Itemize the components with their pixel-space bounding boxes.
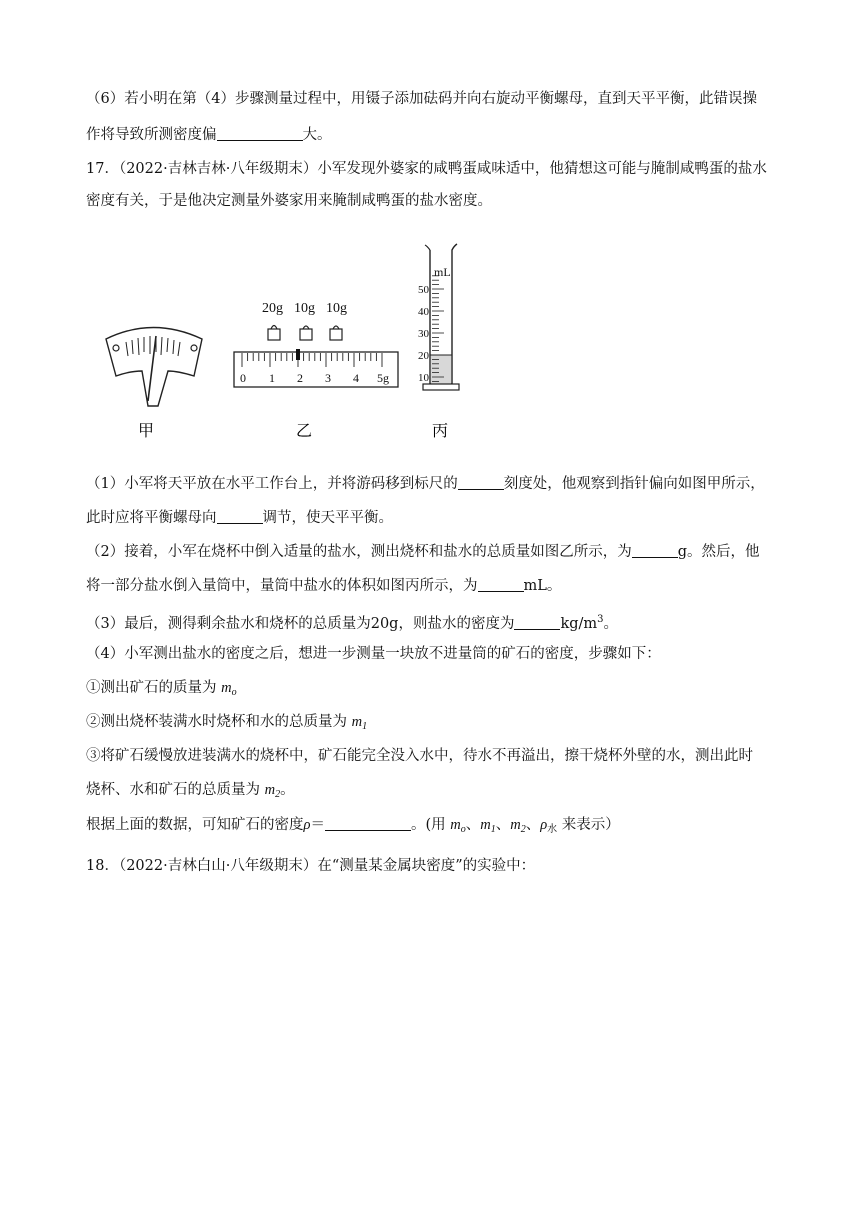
rho-water: ρ [540, 817, 548, 833]
cyl-label-30: 30 [418, 328, 429, 340]
figure-label-yi: 乙 [296, 421, 313, 440]
q16-part6-line2 [86, 125, 332, 145]
step3-var: m [264, 782, 276, 798]
final-end: 来表示） [557, 817, 620, 833]
q17-part3-unit-sup: 3 [597, 614, 604, 625]
cyl-label-50: 50 [418, 284, 429, 296]
sep-1: 、 [465, 817, 481, 833]
final-eq: ＝ [310, 817, 325, 833]
sep-3: 、 [525, 817, 541, 833]
rho-symbol: ρ [303, 817, 311, 833]
step2-text: ②测出烧杯装满水时烧杯和水的总质量为 [86, 714, 352, 730]
scale-label-5g: 5g [377, 371, 389, 385]
answer-blank[interactable] [325, 816, 411, 831]
answer-blank[interactable] [217, 509, 263, 524]
rider-scale [234, 349, 398, 387]
q17-part2-line2-suffix: mL。 [523, 578, 562, 594]
step3-end: 。 [280, 782, 295, 798]
q17-part1-line2-suffix: 调节，使天平平衡。 [262, 510, 393, 526]
q17-step2 [86, 712, 367, 737]
answer-blank[interactable] [632, 543, 678, 558]
var-m-sub-o: o [460, 824, 466, 835]
q16-part6-line2-suffix: 大。 [302, 127, 332, 143]
q17-step3-line1: ③将矿石缓慢放进装满水的烧杯中，矿石能完全没入水中，待水不再溢出，擦干烧杯外壁的水，测出此时 [86, 748, 753, 764]
cyl-label-10: 10 [418, 372, 429, 384]
weight-label-10g-1: 10g [294, 301, 315, 316]
scale-label-3: 3 [325, 371, 331, 385]
balance-pointer-dial [106, 328, 202, 407]
cyl-label-20: 20 [418, 350, 429, 362]
q17-part2-suffix: g。然后，他 [677, 544, 760, 560]
experiment-figure [96, 236, 476, 446]
figure-label-bing: 丙 [432, 421, 449, 440]
scale-label-1: 1 [269, 371, 275, 385]
q17-part1-prefix: （1）小军将天平放在水平工作台上，并将游码移到标尺的 [86, 476, 458, 492]
rho-water-sub: 水 [547, 824, 558, 835]
q17-step3-line2 [86, 780, 295, 805]
weight-10g-b [330, 329, 342, 340]
var-m2: m [510, 817, 521, 833]
step3-sub: 2 [275, 789, 281, 800]
weight-label-20g: 20g [262, 301, 283, 316]
figure-svg [96, 236, 476, 446]
q17-part1-suffix: 刻度处，他观察到指针偏向如图甲所示， [503, 476, 765, 492]
weight-20g [268, 329, 280, 340]
q17-part2-line2 [86, 576, 561, 596]
q17-intro-line2: 密度有关，于是他决定测量外婆家用来腌制咸鸭蛋的盐水密度。 [86, 193, 492, 209]
q17-final [86, 815, 620, 840]
q17-part3-unit: kg/m [560, 616, 598, 632]
var-m1-sub: 1 [490, 824, 496, 835]
rider-marker [296, 349, 300, 360]
sep-2: 、 [495, 817, 511, 833]
q16-part6-line2-prefix: 作将导致所测密度偏 [86, 127, 217, 143]
q17-intro-line1: 17．（2022·吉林吉林·八年级期末）小军发现外婆家的咸鸭蛋咸味适中，他猜想这可能与腌制咸鸭蛋的盐水 [86, 161, 767, 177]
q17-part3-prefix: （3）最后，测得剩余盐水和烧杯的总质量为20g，则盐水的密度为 [86, 616, 515, 632]
cyl-label-40: 40 [418, 306, 429, 318]
q16-part6-line1: （6）若小明在第（4）步骤测量过程中，用镊子添加砝码并向右旋动平衡螺母，直到天平平衡，此错误操 [86, 91, 757, 107]
graduated-cylinder [418, 244, 459, 390]
step2-var: m [351, 714, 363, 730]
var-m1: m [480, 817, 491, 833]
q17-part1-line2 [86, 508, 393, 528]
q17-part4: （4）小军测出盐水的密度之后，想进一步测量一块放不进量筒的矿石的密度，步骤如下： [86, 646, 661, 662]
q17-part2-line2-prefix: 将一部分盐水倒入量筒中，量筒中盐水的体积如图丙所示，为 [86, 578, 478, 594]
q17-part3 [86, 610, 618, 634]
step1-var: m [221, 680, 232, 696]
step3-line2-text: 烧杯、水和矿石的总质量为 [86, 782, 265, 798]
answer-blank[interactable] [478, 577, 524, 592]
scale-label-4: 4 [353, 371, 359, 385]
q17-part2-line1 [86, 542, 760, 562]
q17-part2-prefix: （2）接着，小军在烧杯中倒入适量的盐水，测出烧杯和盐水的总质量如图乙所示，为 [86, 544, 632, 560]
final-post: 。(用 [410, 817, 451, 833]
answer-blank[interactable] [217, 126, 303, 141]
answer-blank[interactable] [514, 615, 560, 630]
cylinder-unit-label: mL [434, 265, 451, 279]
weight-label-10g-2: 10g [326, 301, 347, 316]
answer-blank[interactable] [458, 475, 504, 490]
step1-text: ①测出矿石的质量为 [86, 680, 222, 696]
q17-step1 [86, 678, 237, 703]
q17-part1-line2-prefix: 此时应将平衡螺母向 [86, 510, 217, 526]
step1-sub: o [231, 687, 237, 698]
q17-part3-end: 。 [603, 616, 619, 632]
var-m2-sub: 2 [520, 824, 526, 835]
scale-label-0: 0 [240, 371, 246, 385]
weight-10g-a [300, 329, 312, 340]
scale-label-2: 2 [297, 371, 303, 385]
weights-group [262, 301, 347, 340]
q17-part1-line1 [86, 474, 765, 494]
figure-label-jia: 甲 [138, 421, 155, 440]
step2-sub: 1 [362, 721, 368, 732]
q18-intro: 18．（2022·吉林白山·八年级期末）在“测量某金属块密度”的实验中： [86, 858, 536, 874]
final-prefix: 根据上面的数据，可知矿石的密度 [86, 817, 304, 833]
var-m: m [450, 817, 461, 833]
